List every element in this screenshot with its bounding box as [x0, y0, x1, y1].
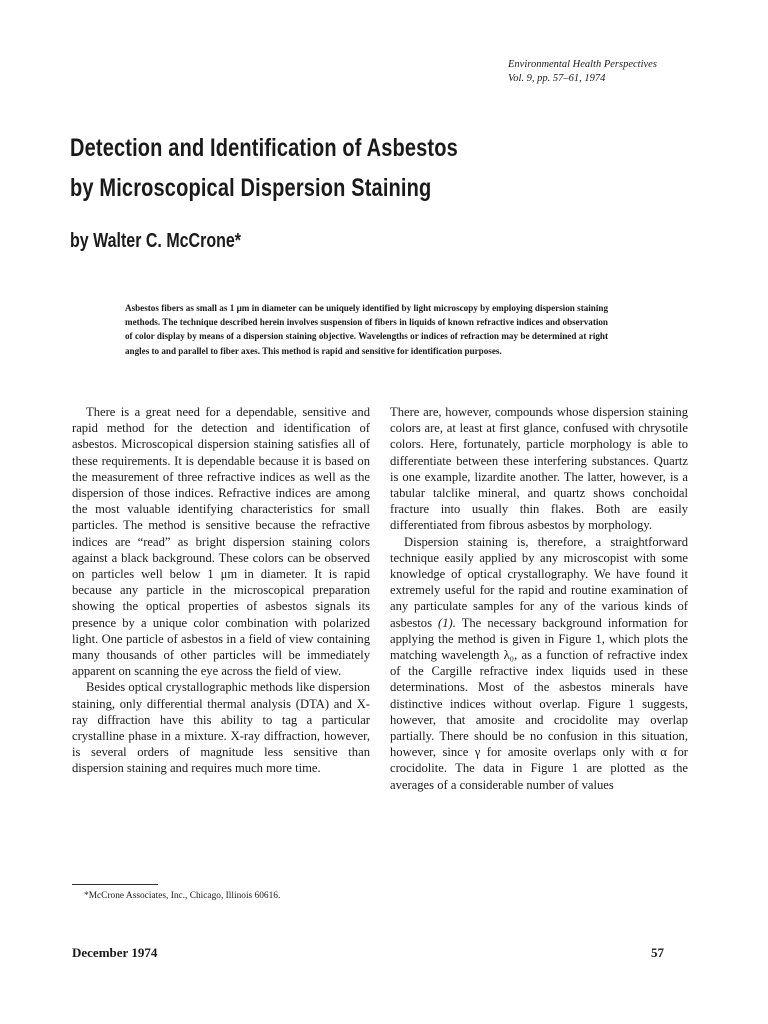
page-number: 57 [651, 945, 664, 960]
author-byline: by Walter C. McCrone* [70, 230, 241, 252]
title-line-1: Detection and Identification of Asbestos [70, 134, 458, 162]
journal-header [508, 58, 728, 86]
body-paragraph: There is a great need for a dependable, sensitive and rapid method for the detection and identification of asbestos. Microscopical dispersion staining satisfies all of these requirements. It is dependable because it is based on the measurement of three refractive indices as well as the dispersion of those indices. Refractive indices are among the most valuable identifying characteristics for small particles. The method is sensitive because the refractive indices are “read” as bright dispersion staining colors against a black background. These colors can be observed on particles well below 1 μm in diameter. It is rapid because any particle in the microscopical preparation showing the optical properties of asbestos signals its presence by a unique color combination with polarized light. One particle of asbestos in a field of view containing many thousands of other particles will be immediately apparent on scanning the eye across the field of view. [72, 405, 370, 679]
footer-date: December 1974 [72, 945, 158, 960]
body-text: The necessary background information for applying the method is given in Figure 1, which plots the matching wavelength λ₀, as a function of refractive index of the Cargille refractive index liquids used in these determinations. Most of the asbestos minerals have distinctive indices without overlap. Figure 1 suggests, however, that amosite and crocidolite may overlap partially. There should be no confusion in this situation, however, since γ for amosite overlaps only with α for crocidolite. The data in Figure 1 are plotted as the averages of a considerable number of values [390, 615, 689, 792]
title-line-2: by Microscopical Dispersion Staining [70, 174, 432, 202]
body-paragraph: There are, however, compounds whose dispersion staining colors are, at least at first glance, confused with chrysotile colors. Here, fortunately, particle morphology is able to differentiate between these interfering substances. Quartz is one example, lizardite another. The latter, however, is a tabular talclike mineral, and quartz shows conchoidal fracture into usually thin flakes. Both are easily differentiated from fibrous asbestos by morphology. [390, 405, 688, 533]
journal-name: Environmental Health Perspectives [508, 59, 657, 70]
left-column [72, 404, 370, 777]
body-paragraph: Besides optical crystallographic methods like dispersion staining, only differential thermal analysis (DTA) and X-ray diffraction have this ability to tag a particular crystalline phase in a mixture. X-ray diffraction, however, is several orders of magnitude less sensitive than dispersion staining and requires much more time. [72, 680, 370, 776]
reference-citation[interactable]: (1). [438, 615, 456, 630]
abstract: Asbestos fibers as small as 1 μm in diameter can be uniquely identified by light microscopy by employing dispersion staining methods. The technique described herein involves suspension of fibers in liquids of known refractive indices and observation of color display by means of a dispersion staining objective. Wavelengths or indices of refraction may be determined at right angles to and parallel to fiber axes. This method is rapid and sensitive for identification purposes. [125, 303, 608, 356]
footnote: *McCrone Associates, Inc., Chicago, Illinois 60616. [84, 891, 281, 901]
right-column [390, 404, 688, 793]
journal-volume: Vol. 9, pp. 57–61, 1974 [508, 73, 606, 84]
body-text: Dispersion staining is, therefore, a straightforward technique easily applied by any microscopist with some knowledge of optical crystallography. We have found it extremely useful for the rapid and routine examination of any particulate samples for any of the various kinds of asbestos [390, 534, 688, 630]
footnote-divider [72, 884, 158, 885]
article-title [70, 128, 598, 208]
body-paragraph [390, 534, 688, 793]
